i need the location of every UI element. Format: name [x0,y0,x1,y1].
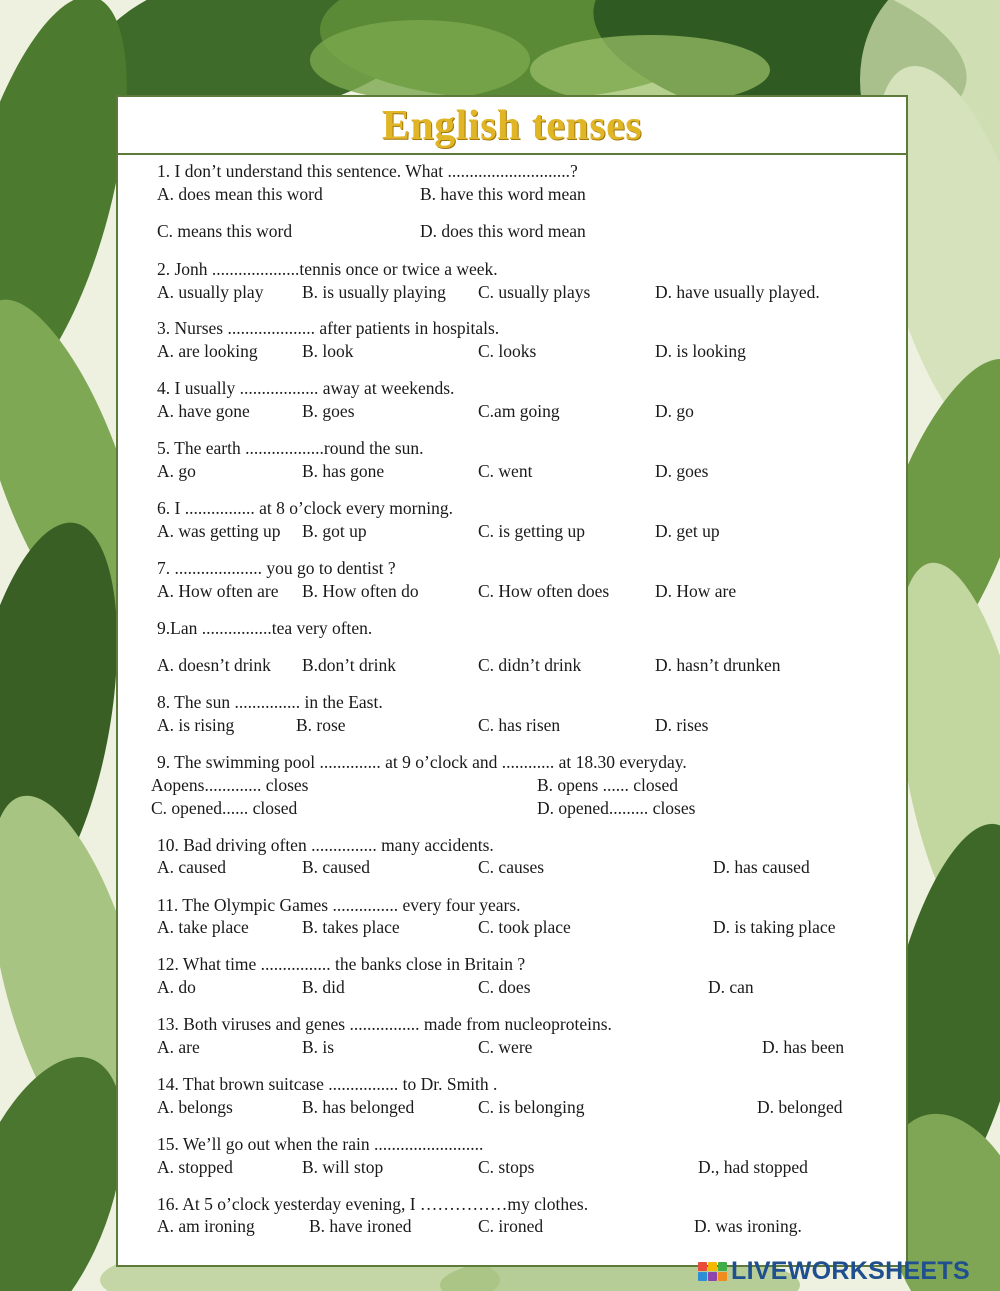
option-a[interactable]: A. doesn’t drink [157,655,271,675]
option-c[interactable]: C. has risen [478,715,561,735]
page-title: English tenses [381,103,643,149]
option-d[interactable]: D. is taking place [713,917,836,937]
option-c[interactable]: C. went [478,461,533,481]
title-bar [118,97,906,155]
question-text: 15. We’ll go out when the rain ......................... [157,1134,484,1154]
option-c[interactable]: C. didn’t drink [478,655,582,675]
question-text: 9.Lan ................tea very often. [157,618,373,638]
option-c[interactable]: C. usually plays [478,282,591,302]
option-c[interactable]: C. were [478,1037,533,1057]
option-a[interactable]: A. does mean this word [157,184,323,204]
option-a[interactable]: A. belongs [157,1097,233,1117]
option-b[interactable]: B. goes [302,401,355,421]
option-a[interactable]: A. stopped [157,1157,233,1177]
option-a[interactable]: A. usually play [157,282,264,302]
option-a[interactable]: A. take place [157,917,249,937]
option-d[interactable]: D. have usually played. [655,282,820,302]
question-text: 2. Jonh ....................tennis once or twice a week. [157,259,498,279]
question-text: 6. I ................ at 8 o’clock every morning. [157,498,453,518]
option-b[interactable]: B.don’t drink [302,655,396,675]
option-d[interactable]: D., had stopped [698,1157,808,1177]
option-d[interactable]: D. hasn’t drunken [655,655,781,675]
option-d[interactable]: D. goes [655,461,709,481]
option-d[interactable]: D. go [655,401,694,421]
question-text: 13. Both viruses and genes ................ made from nucleoproteins. [157,1014,612,1034]
option-b[interactable]: B. How often do [302,581,419,601]
question-text: 11. The Olympic Games ............... every four years. [157,895,521,915]
option-c[interactable]: C. How often does [478,581,610,601]
option-a[interactable]: A. have gone [157,401,250,421]
option-b[interactable]: B. caused [302,857,371,877]
option-a[interactable]: A. do [157,977,196,997]
question-text: 12. What time ................ the banks close in Britain ? [157,954,526,974]
option-a[interactable]: A. go [157,461,196,481]
option-c[interactable]: C.am going [478,401,560,421]
option-c[interactable]: C. means this word [157,221,293,241]
option-b[interactable]: B. is [302,1037,335,1057]
question-text: 7. .................... you go to dentist ? [157,558,396,578]
option-d[interactable]: D. belonged [757,1097,843,1117]
option-a[interactable]: A. are looking [157,341,258,361]
option-b[interactable]: B. have this word mean [420,184,586,204]
liveworksheets-logo-icon [698,1262,727,1281]
option-a[interactable]: A. are [157,1037,200,1057]
option-d[interactable]: D. has caused [713,857,810,877]
option-c[interactable]: C. stops [478,1157,535,1177]
option-d[interactable]: D. opened......... closes [537,798,696,818]
option-a[interactable]: A. caused [157,857,227,877]
question-text: 5. The earth ..................round the sun. [157,438,424,458]
question-text: 3. Nurses .................... after patients in hospitals. [157,318,500,338]
option-d[interactable]: D. has been [762,1037,845,1057]
option-b[interactable]: B. has gone [302,461,385,481]
option-b[interactable]: B. is usually playing [302,282,446,302]
option-b[interactable]: B. will stop [302,1157,384,1177]
option-c[interactable]: C. ironed [478,1216,544,1236]
option-c[interactable]: C. is belonging [478,1097,585,1117]
option-c[interactable]: C. took place [478,917,571,937]
logo-text: LIVEWORKSHEETS [731,1256,970,1285]
option-b[interactable]: B. rose [296,715,346,735]
option-a[interactable]: A. was getting up [157,521,281,541]
liveworksheets-logo[interactable] [698,1256,970,1286]
option-d[interactable]: D. get up [655,521,720,541]
option-b[interactable]: B. have ironed [309,1216,412,1236]
question-text: 10. Bad driving often ............... many accidents. [157,835,494,855]
option-c[interactable]: C. does [478,977,531,997]
option-a[interactable]: A. How often are [157,581,279,601]
option-d[interactable]: D. is looking [655,341,746,361]
option-d[interactable]: D. How are [655,581,737,601]
option-d[interactable]: D. rises [655,715,709,735]
option-c[interactable]: C. causes [478,857,545,877]
question-text: 1. I don’t understand this sentence. What ............................? [157,161,578,181]
option-b[interactable]: B. got up [302,521,367,541]
option-d[interactable]: D. does this word mean [420,221,586,241]
option-d[interactable]: D. can [708,977,754,997]
option-b[interactable]: B. look [302,341,354,361]
question-text: 14. That brown suitcase ................ to Dr. Smith . [157,1074,498,1094]
option-a[interactable]: A. am ironing [157,1216,255,1236]
option-b[interactable]: B. opens ...... closed [537,775,678,795]
option-b[interactable]: B. has belonged [302,1097,415,1117]
question-text: 16. At 5 o’clock yesterday evening, I ……………my clothes. [157,1194,589,1214]
option-a[interactable]: Aopens............. closes [151,775,309,795]
option-b[interactable]: B. takes place [302,917,400,937]
option-b[interactable]: B. did [302,977,345,997]
option-d[interactable]: D. was ironing. [694,1216,802,1236]
question-text: 9. The swimming pool .............. at 9 o’clock and ............ at 18.30 everyday. [157,752,687,772]
question-text: 4. I usually .................. away at weekends. [157,378,455,398]
option-a[interactable]: A. is rising [157,715,235,735]
option-c[interactable]: C. looks [478,341,537,361]
question-text: 8. The sun ............... in the East. [157,692,383,712]
option-c[interactable]: C. is getting up [478,521,585,541]
option-c[interactable]: C. opened...... closed [151,798,298,818]
